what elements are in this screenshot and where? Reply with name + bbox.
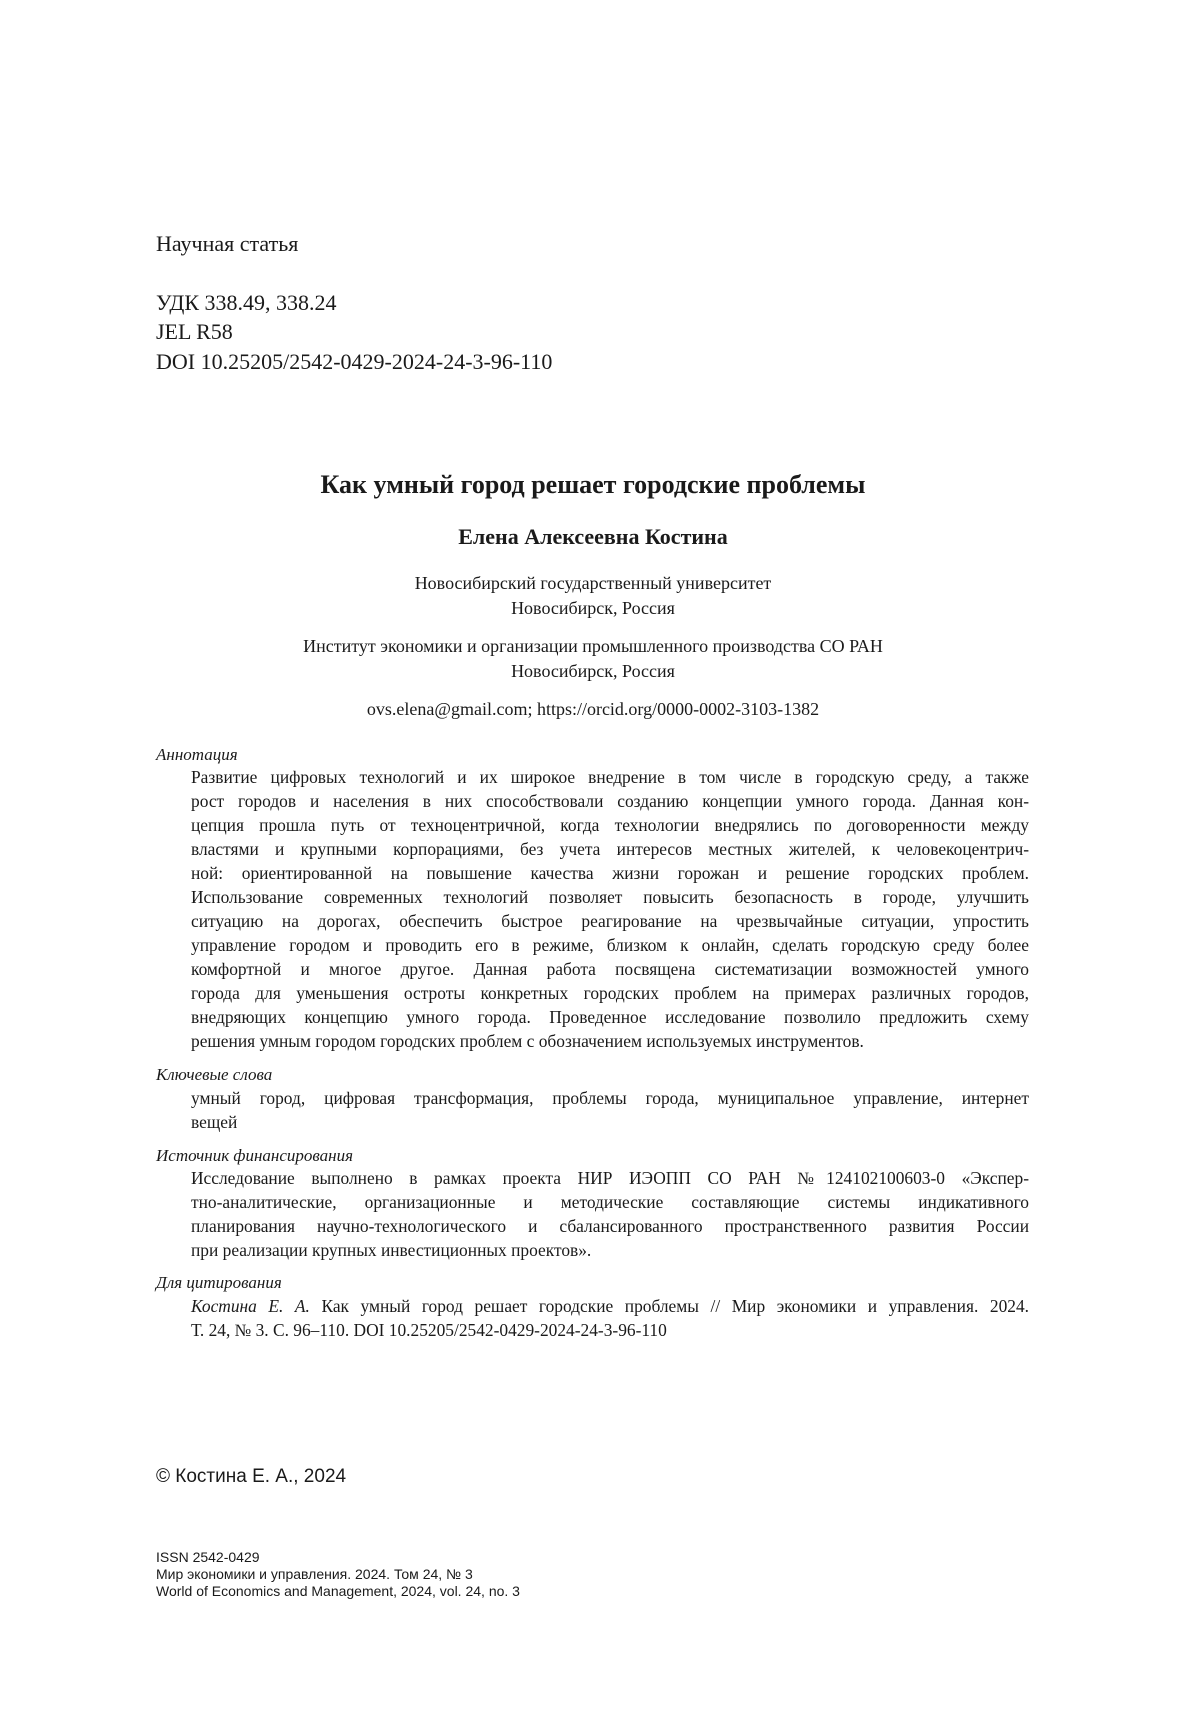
funding-line: тно-аналитические, организационные и методические составляющие системы индикативного (191, 1192, 1029, 1212)
affiliation-2-location: Новосибирск, Россия (511, 661, 675, 681)
abstract-line: города для уменьшения остроты конкретных городских проблем на примерах различных городов, (191, 983, 1029, 1003)
abstract-heading: Аннотация (156, 745, 238, 764)
citation-heading: Для цитирования (156, 1273, 282, 1292)
citation-reference: Как умный город решает городские проблемы // Мир экономики и управления. 2024. (309, 1296, 1029, 1316)
funding-heading: Источник финансирования (156, 1146, 353, 1165)
footer-journal-en: World of Economics and Management, 2024, vol. 24, no. 3 (156, 1583, 520, 1599)
affiliation-2-organization: Институт экономики и организации промышленного производства СО РАН (303, 636, 883, 656)
abstract-line: решения умным городом городских проблем с обозначением используемых инструментов. (191, 1031, 864, 1051)
abstract-line: властями и крупными корпорациями, без учета интересов местных жителей, к человекоцентрич- (191, 839, 1029, 859)
abstract-line: управление городом и проводить его в режиме, близком к онлайн, сделать городскую среду более (191, 935, 1029, 955)
citation-text (191, 1294, 1029, 1342)
footer-journal-ru: Мир экономики и управления. 2024. Том 24, № 3 (156, 1566, 473, 1582)
keywords-line: умный город, цифровая трансформация, проблемы города, муниципальное управление, интернет (191, 1088, 1029, 1108)
copyright-notice: © Костина Е. А., 2024 (156, 1466, 347, 1487)
affiliation-1-organization: Новосибирский государственный университет (414, 573, 772, 593)
affiliation-1-location: Новосибирск, Россия (511, 598, 675, 618)
abstract-text (191, 765, 1029, 1053)
keywords-line: вещей (191, 1112, 238, 1132)
abstract-line: Использование современных технологий позволяет повысить безопасность в городе, улучшить (191, 887, 1029, 907)
funding-line: планирования научно-технологического и сбалансированного пространственного развития России (191, 1216, 1029, 1236)
article-type: Научная статья (156, 231, 299, 256)
keywords-heading: Ключевые слова (156, 1065, 273, 1084)
citation-line: Т. 24, № 3. С. 96–110. DOI 10.25205/2542-0429-2024-24-3-96-110 (191, 1320, 667, 1340)
abstract-line: комфортной и многое другое. Данная работа посвящена систематизации возможностей умного (191, 959, 1029, 979)
article-title: Как умный город решает городские проблемы (320, 470, 866, 499)
abstract-line: ситуацию на дорогах, обеспечить быстрое реагирование на чрезвычайные ситуации, упростить (191, 911, 1029, 931)
abstract-line: цепция прошла путь от техноцентричной, когда технологии внедрялись по договоренности между (191, 815, 1029, 835)
citation-line (191, 1294, 1029, 1318)
abstract-line: ной: ориентированной на повышение качества жизни горожан и решение городских проблем. (191, 863, 1029, 883)
citation-author: Костина Е. А. (191, 1296, 310, 1316)
author-contact: ovs.elena@gmail.com; https://orcid.org/0000-0002-3103-1382 (366, 699, 820, 719)
funding-line: Исследование выполнено в рамках проекта НИР ИЭОПП СО РАН №124102100603-0 «Экспер- (191, 1168, 1029, 1188)
keywords-text (191, 1086, 1029, 1134)
udk-code: УДК 338.49, 338.24 (156, 290, 337, 315)
author-name: Елена Алексеевна Костина (458, 524, 728, 549)
funding-text (191, 1166, 1029, 1262)
footer-issn: ISSN 2542-0429 (156, 1549, 260, 1565)
funding-line: при реализации крупных инвестиционных проектов». (191, 1240, 592, 1260)
jel-code: JEL R58 (156, 319, 233, 344)
abstract-line: Развитие цифровых технологий и их широкое внедрение в том числе в городскую среду, а также (191, 767, 1029, 787)
abstract-line: рост городов и населения в них способствовали созданию концепции умного города. Данная кон- (191, 791, 1029, 811)
doi: DOI 10.25205/2542-0429-2024-24-3-96-110 (156, 349, 553, 374)
abstract-line: внедряющих концепцию умного города. Проведенное исследование позволило предложить схему (191, 1007, 1029, 1027)
